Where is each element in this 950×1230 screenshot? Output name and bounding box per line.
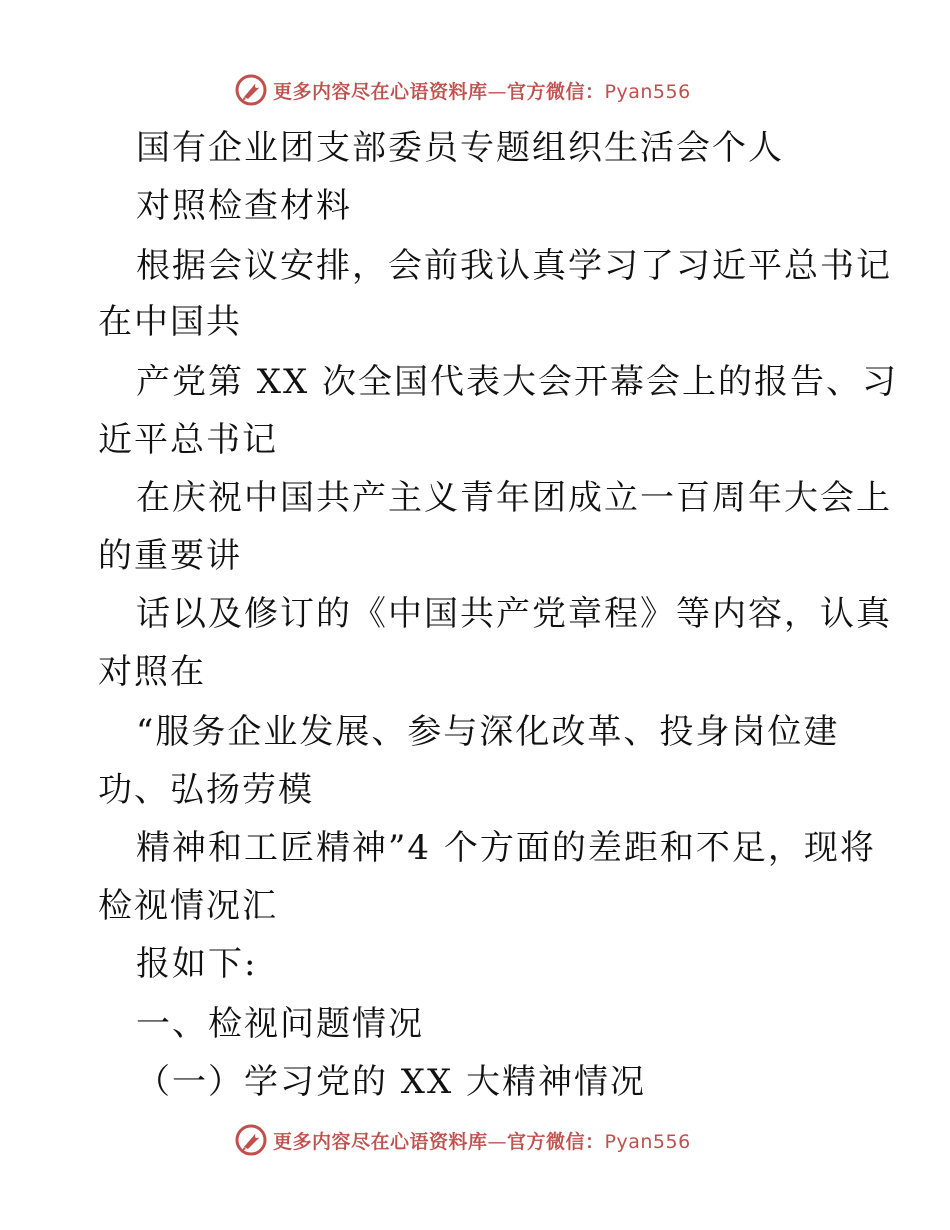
paragraph-line: 近平总书记: [98, 420, 278, 460]
separator: —: [487, 1130, 508, 1153]
paragraph-line: 产党第 XX 次全国代表大会开幕会上的报告、习: [136, 362, 899, 402]
site-name: 更多内容尽在心语资料库: [273, 1130, 488, 1153]
wechat-label: 官方微信：: [507, 1130, 605, 1153]
paragraph-line: 精神和工匠精神”4 个方面的差距和不足，现将: [136, 828, 876, 868]
site-name: 更多内容尽在心语资料库: [273, 80, 488, 103]
paragraph-line: 的重要讲: [98, 536, 242, 576]
paragraph-line: 功、弘扬劳模: [98, 770, 314, 810]
subsection-heading: （一）学习党的 XX 大精神情况: [136, 1062, 647, 1102]
paragraph-line: 根据会议安排，会前我认真学习了习近平总书记: [136, 246, 892, 286]
document-title-line-2: 对照检查材料: [136, 186, 352, 226]
separator: —: [487, 80, 508, 103]
paragraph-line: 报如下:: [136, 944, 258, 984]
wechat-id: Pyan556: [604, 80, 691, 103]
watermark-text: [273, 77, 691, 104]
pen-nib-logo-icon: [235, 1124, 267, 1156]
wechat-label: 官方微信：: [507, 80, 605, 103]
watermark-text: [273, 1127, 691, 1154]
section-heading: 一、检视问题情况: [136, 1004, 424, 1044]
paragraph-line: 检视情况汇: [98, 886, 278, 926]
footer-watermark-banner: [235, 1120, 715, 1160]
paragraph-line: 对照在: [98, 652, 206, 692]
paragraph-line: 在庆祝中国共产主义青年团成立一百周年大会上: [136, 478, 892, 518]
paragraph-line: “服务企业发展、参与深化改革、投身岗位建: [136, 712, 840, 752]
paragraph-line: 在中国共: [98, 302, 242, 342]
document-title-line-1: 国有企业团支部委员专题组织生活会个人: [136, 128, 784, 168]
wechat-id: Pyan556: [604, 1130, 691, 1153]
header-watermark-banner: [235, 70, 715, 110]
pen-nib-logo-icon: [235, 74, 267, 106]
paragraph-line: 话以及修订的《中国共产党章程》等内容，认真: [136, 594, 892, 634]
